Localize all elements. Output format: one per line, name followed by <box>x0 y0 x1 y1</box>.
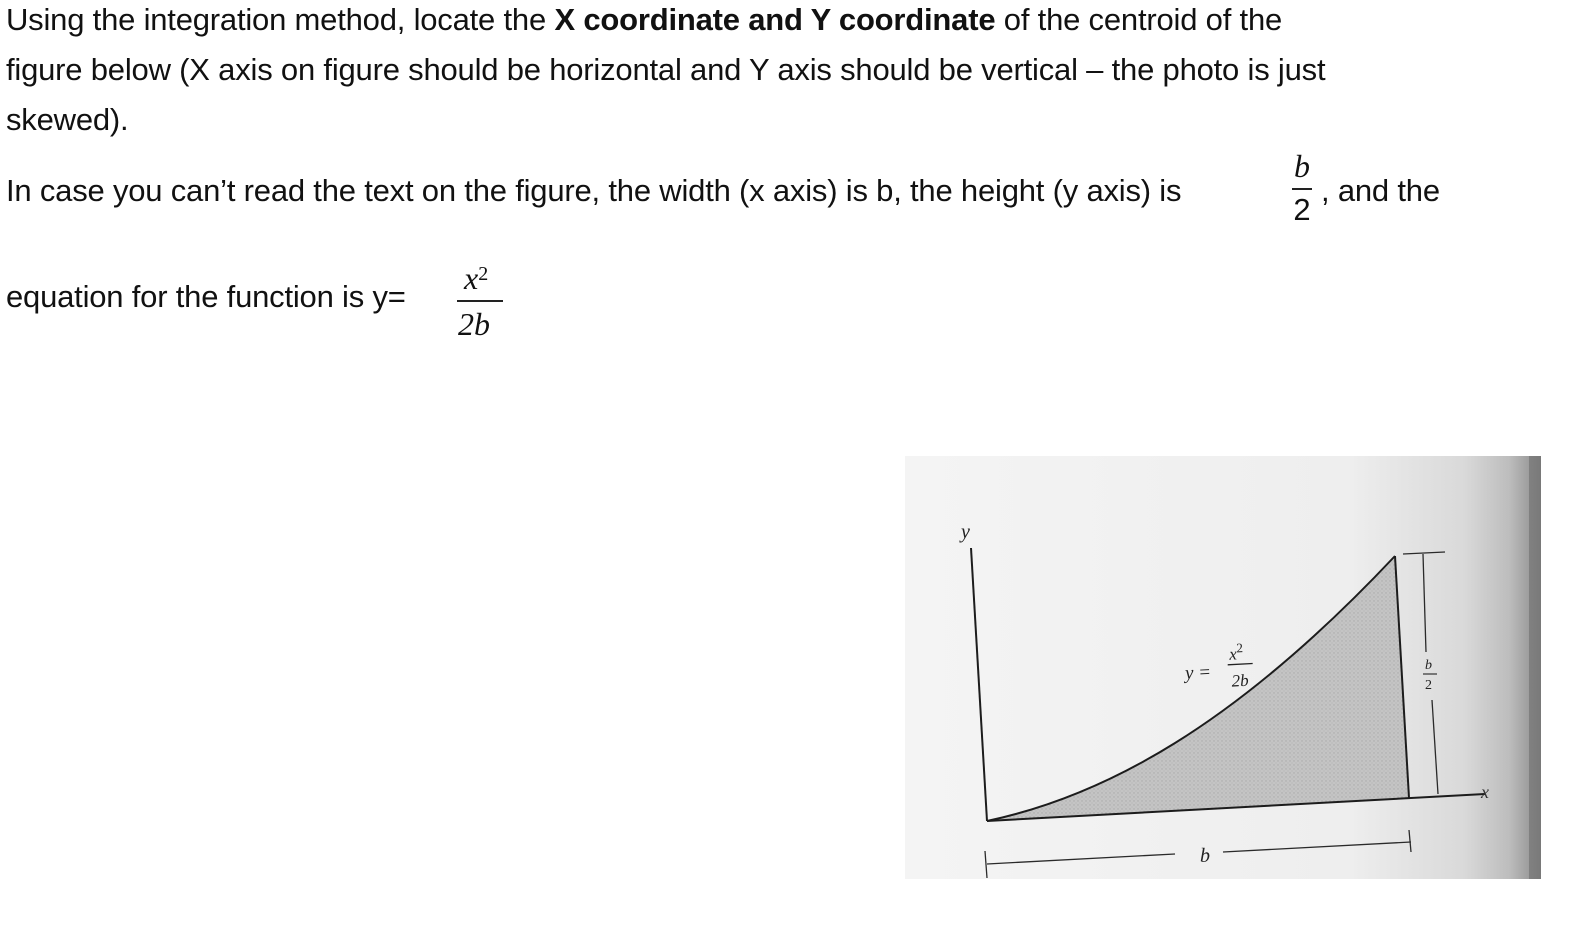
equation-numerator-base: x <box>464 260 479 296</box>
centroid-figure-photo <box>905 456 1541 879</box>
curve-label-prefix: y = <box>1184 661 1212 685</box>
dimension-sentence <box>6 166 1181 216</box>
equation-denominator-text: 2b <box>458 306 490 342</box>
question-text-start: Using the integration method, locate the <box>6 2 555 37</box>
height-fraction-denominator: 2 <box>1293 192 1311 227</box>
height-label-denominator: 2 <box>1425 678 1432 693</box>
equation-fraction-denominator <box>458 306 490 342</box>
dimension-text-end: , and the <box>1321 173 1440 208</box>
width-label: b <box>1200 845 1210 867</box>
dimension-text: In case you can’t read the text on the figure, the width (x axis) is b, the height (y axis) is <box>6 173 1182 208</box>
equation-numerator-exponent: 2 <box>478 263 489 285</box>
curve-label-denominator: 2b <box>1231 670 1250 691</box>
curve-numerator-base: x <box>1228 644 1238 664</box>
fraction-bar <box>457 300 503 302</box>
question-line-3: skewed). <box>6 102 129 137</box>
question-text-end: of the centroid of the <box>995 2 1283 37</box>
height-label-numerator: b <box>1425 658 1432 673</box>
question-paragraph <box>6 0 1325 145</box>
fraction-bar <box>1292 188 1312 190</box>
height-fraction <box>1289 148 1315 232</box>
question-emphasis: X coordinate and Y coordinate <box>554 2 996 37</box>
y-axis-label: y <box>961 521 970 543</box>
page-edge-shadow <box>1529 456 1541 879</box>
dimension-sentence-end <box>1321 166 1440 216</box>
curve-numerator-exponent: 2 <box>1235 639 1244 656</box>
photo-background <box>905 456 1541 879</box>
height-fraction-numerator: b <box>1294 148 1310 184</box>
question-line-1 <box>6 0 1325 45</box>
question-line-2: figure below (X axis on figure should be horizontal and Y axis should be vertical – the photo is just <box>6 52 1326 87</box>
equation-sentence <box>6 272 406 322</box>
x-axis-label: x <box>1481 782 1489 802</box>
equation-fraction-numerator <box>464 260 488 296</box>
equation-text: equation for the function is y= <box>6 279 406 314</box>
equation-fraction <box>455 252 505 347</box>
